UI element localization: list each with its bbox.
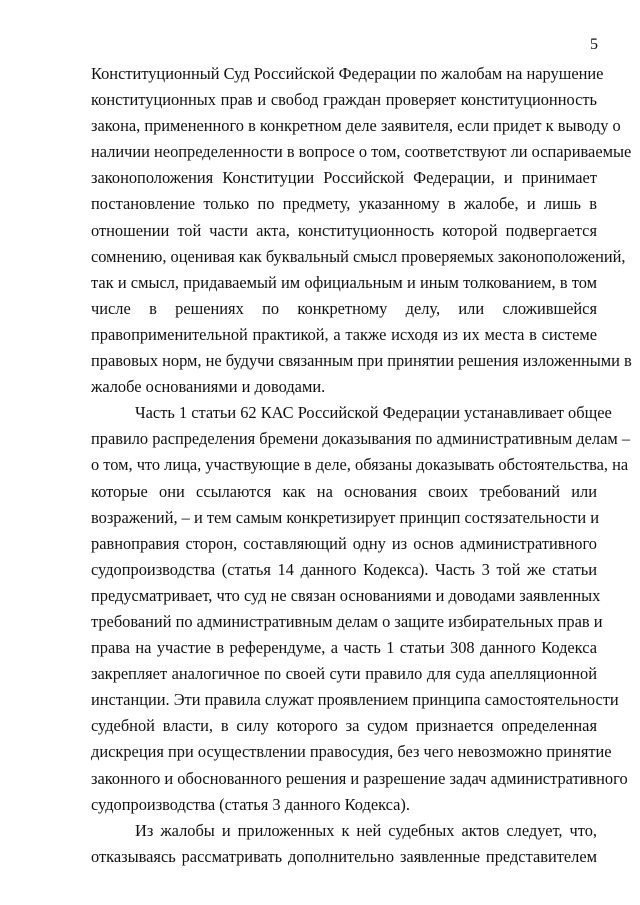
text-line: Из жалобы и приложенных к ней судебных актов следует, что, [135, 820, 597, 840]
text-line: отношении той части акта, конституционность которой подвергается [91, 220, 597, 240]
text-line: инстанции. Эти правила служат проявлением принципа самостоятельности [91, 690, 619, 710]
text-line: которые они ссылаются как на основания своих требований или [91, 481, 597, 501]
text-line: правоприменительной практикой, а также исходя из их места в системе [91, 324, 597, 344]
text-line: предусматривает, что суд не связан основаниями и доводами заявленных [91, 585, 601, 605]
text-line: правовых норм, не будучи связанным при принятии решения изложенными в [91, 351, 632, 371]
text-line: законоположения Конституции Российской Федерации, и принимает [91, 168, 597, 188]
paragraph [91, 400, 631, 818]
paragraph [91, 61, 632, 400]
text-line: жалобе основаниями и доводами. [91, 377, 326, 397]
text-line: о том, что лица, участвующие в деле, обязаны доказывать обстоятельства, на [91, 455, 629, 475]
text-line: наличии неопределенности в вопросе о том, соответствуют ли оспариваемые [91, 142, 632, 162]
text-line: правило распределения бремени доказывания по административным делам – [91, 429, 631, 449]
text-line: возражений, – и тем самым конкретизирует принцип состязательности и [91, 507, 599, 527]
text-line: судопроизводства (статья 3 данного Кодекса). [91, 794, 410, 814]
text-line: судебной власти, в силу которого за судом признается определенная [91, 716, 597, 736]
text-line: сомнению, оценивая как буквальный смысл проверяемых законоположений, [91, 246, 626, 266]
text-line: законного и обоснованного решения и разрешение задач административного [91, 768, 628, 788]
text-line: дискреция при осуществлении правосудия, без чего невозможно принятие [91, 742, 612, 762]
text-line: так и смысл, придаваемый им официальным и иным толкованием, в том [91, 272, 597, 292]
text-line: постановление только по предмету, указанному в жалобе, и лишь в [91, 194, 597, 214]
text-line: судопроизводства (статья 14 данного Кодекса). Часть 3 той же статьи [91, 559, 597, 579]
text-line: равноправия сторон, составляющий одну из основ административного [91, 533, 597, 553]
text-line: числе в решениях по конкретному делу, или сложившейся [91, 298, 597, 318]
document-body [91, 61, 632, 870]
text-line: закона, примененного в конкретном деле заявителя, если придет к выводу о [91, 116, 621, 136]
text-line: отказываясь рассматривать дополнительно заявленные представителем [91, 846, 597, 866]
text-line: права на участие в референдуме, а часть 1 статьи 308 данного Кодекса [91, 638, 597, 658]
text-line: конституционных прав и свобод граждан проверяет конституционность [91, 90, 597, 110]
page-number: 5 [590, 36, 598, 53]
text-line: Часть 1 статьи 62 КАС Российской Федерации устанавливает общее [135, 403, 612, 423]
text-line: закрепляет аналогичное по своей сути правило для суда апелляционной [91, 664, 597, 684]
text-line: Конституционный Суд Российской Федерации по жалобам на нарушение [91, 64, 604, 83]
paragraph [91, 818, 597, 870]
text-line: требований по административным делам о защите избирательных прав и [91, 611, 603, 631]
